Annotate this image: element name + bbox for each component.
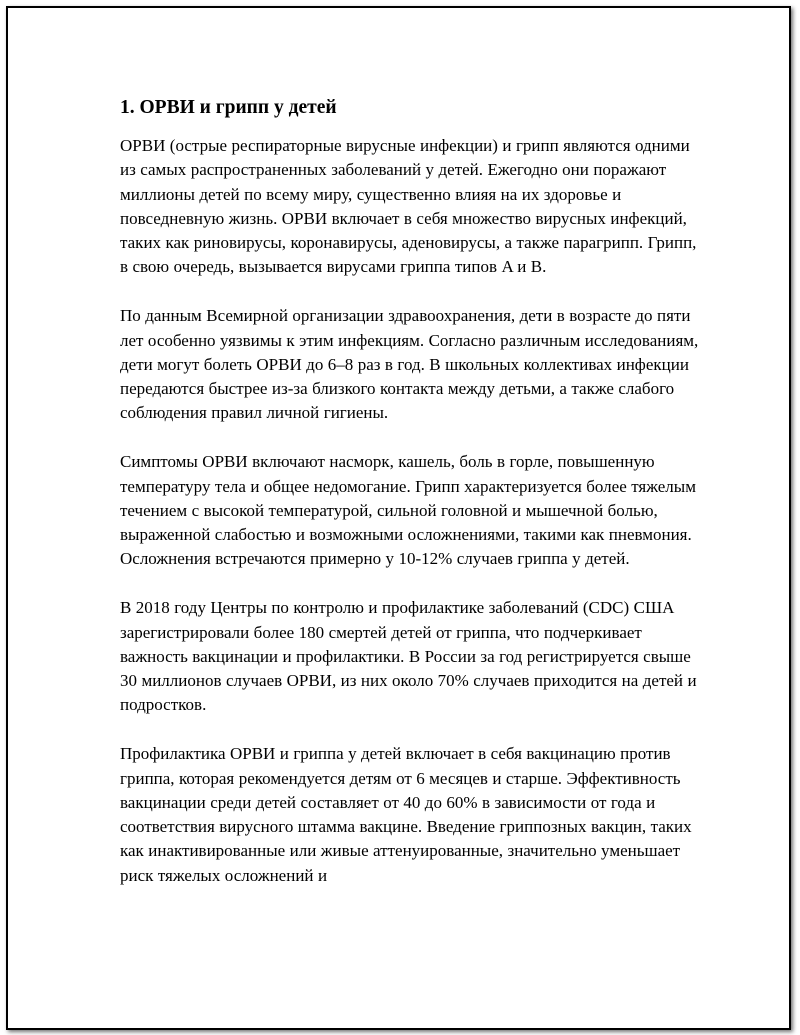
paragraph-intro: ОРВИ (острые респираторные вирусные инфекции) и грипп являются одними из самых распространенных заболеваний у детей. Ежегодно они поражают миллионы детей по всему миру, существенно влияя на их здоровье и повседневную жизнь. ОРВИ включает в себя множество вирусных инфекций, таких как риновирусы, коронавирусы, аденовирусы, а также парагрипп. Грипп, в свою очередь, вызывается вирусами гриппа типов A и B. — [120, 136, 697, 277]
paragraph-who-data: По данным Всемирной организации здравоохранения, дети в возрасте до пяти лет особенно уязвимы к этим инфекциям. Согласно различным исследованиям, дети могут болеть ОРВИ до 6–8 раз в год. В школьных коллективах инфекции передаются быстрее из-за близкого контакта между детьми, а также слабого соблюдения правил личной гигиены. — [120, 306, 699, 423]
paragraph-prevention: Профилактика ОРВИ и гриппа у детей включает в себя вакцинацию против гриппа, которая рекомендуется детям от 6 месяцев и старше. Эффективность вакцинации среди детей составляет от 40 до 60% в зависимости от года и соответствия вирусного штамма вакцине. Введение гриппозных вакцин, таких как инактивированные или живые аттенуированные, значительно уменьшает риск тяжелых осложнений и — [120, 744, 692, 885]
paragraph-symptoms: Симптомы ОРВИ включают насморк, кашель, боль в горле, повышенную температуру тела и общее недомогание. Грипп характеризуется более тяжелым течением с высокой температурой, сильной головной и мышечной болью, выраженной слабостью и возможными осложнениями, такими как пневмония. Осложнения встречаются примерно у 10-12% случаев гриппа у детей. — [120, 452, 696, 569]
paragraph-statistics: В 2018 году Центры по контролю и профилактике заболеваний (CDC) США зарегистрировали более 180 смертей детей от гриппа, что подчеркивает важность вакцинации и профилактики. В России за год регистрируется свыше 30 миллионов случаев ОРВИ, из них около 70% случаев приходится на детей и подростков. — [120, 598, 697, 715]
document-body — [120, 96, 700, 913]
document-page — [6, 6, 791, 1030]
section-heading: 1. ОРВИ и грипп у детей — [120, 97, 337, 118]
